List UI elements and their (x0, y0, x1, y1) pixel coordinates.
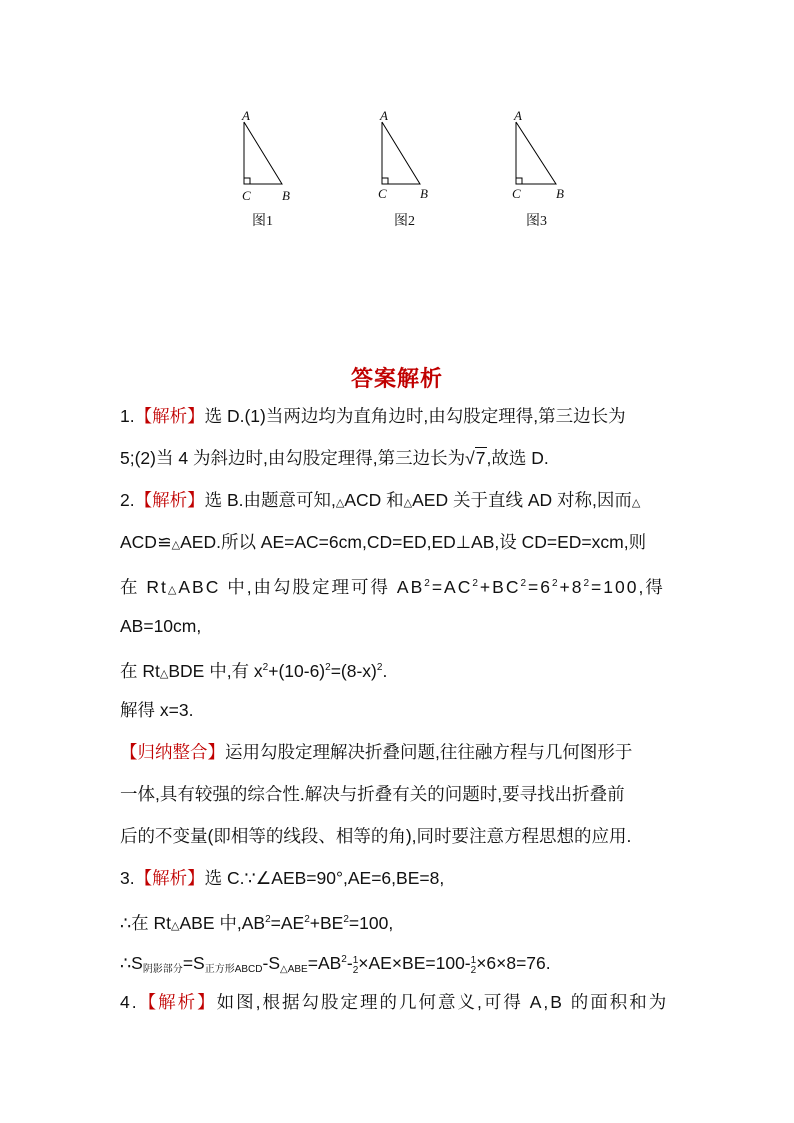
figure-caption: 图3 (526, 214, 547, 229)
q2-text: =(8-x) (330, 661, 377, 681)
q2-text: 在 Rt (120, 577, 168, 597)
question-number: 2. (120, 490, 135, 510)
vertex-a-label: A (514, 108, 522, 123)
figure-1 (230, 104, 310, 234)
q2-text: +(10-6) (268, 661, 326, 681)
q4-text: 如图,根据勾股定理的几何意义,可得 A,B 的面积和为 (216, 992, 669, 1012)
vertex-b-label: B (556, 186, 564, 201)
q2-text: AED 关于直线 AD 对称,因而 (412, 490, 632, 510)
summary-line-2: 一体,具有较强的综合性.解决与折叠有关的问题时,要寻找出折叠前 (120, 784, 625, 804)
superscript: 2 (265, 914, 271, 925)
q2-line-3 (120, 572, 680, 602)
q2-text: 在 Rt (120, 661, 160, 681)
analysis-tag: 【解析】 (134, 490, 205, 510)
q2-text: ABC 中,由勾股定理可得 AB (178, 577, 425, 597)
q3-line-1 (120, 866, 680, 890)
question-number: 4. (120, 992, 139, 1012)
superscript: 2 (520, 578, 529, 589)
q1-text: 5;(2)当 4 为斜边时,由勾股定理得,第三边长为 (120, 448, 466, 468)
triangle-symbol: △ (403, 497, 413, 509)
triangle-symbol: △ (335, 497, 345, 509)
q3-text: =AE (270, 913, 305, 933)
summary-text: 运用勾股定理解决折叠问题,往往融方程与几何图形于 (225, 742, 633, 762)
vertex-c-label: C (512, 186, 521, 201)
vertex-c-label: C (242, 188, 251, 203)
q1-text: 选 D.(1)当两边均为直角边时,由勾股定理得,第三边长为 (204, 406, 626, 426)
superscript: 2 (325, 662, 331, 673)
q2-text: ACD≌ (120, 532, 172, 552)
q2-text: =AC (431, 577, 473, 597)
q4-line-1 (120, 990, 680, 1014)
q3-text: ×6×8=76. (476, 953, 551, 973)
q2-text: AED.所以 AE=AC=6cm,CD=ED,ED⊥AB,设 CD=ED=xcm,则 (180, 532, 647, 552)
figure-caption: 图2 (394, 214, 415, 229)
q1-line-2 (120, 446, 680, 470)
fraction-numerator: 1 (470, 955, 477, 966)
q3-text: 选 C.∵∠AEB=90°,AE=6,BE=8, (204, 868, 445, 888)
q3-text: ∴S (120, 953, 143, 973)
triangle-symbol: △ (171, 920, 180, 932)
q2-text: ACD 和 (344, 490, 404, 510)
radicand: 7 (475, 448, 486, 468)
q3-text: =AB (307, 953, 342, 973)
question-number: 1. (120, 406, 135, 426)
subscript: 正方形ABCD (204, 964, 263, 975)
q3-line-3 (120, 948, 680, 982)
q3-text: - (346, 953, 353, 973)
q3-line-2 (120, 908, 680, 938)
vertex-a-label: A (380, 108, 388, 123)
q2-text: =6 (528, 577, 552, 597)
vertex-b-label: B (420, 186, 428, 201)
analysis-tag: 【解析】 (134, 868, 205, 888)
superscript: 2 (304, 914, 310, 925)
fraction-denominator: 2 (352, 965, 359, 976)
superscript: 2 (583, 578, 592, 589)
subscript: 阴影部分 (142, 964, 183, 975)
q2-line-6: 解得 x=3. (120, 700, 194, 720)
analysis-tag: 【解析】 (138, 992, 217, 1012)
figure-row (230, 104, 590, 234)
triangle-symbol: △ (159, 668, 169, 680)
q3-text: ABE 中,AB (179, 913, 266, 933)
q2-text: BDE 中,有 x (168, 661, 263, 681)
q3-text: ×AE×BE=100- (358, 953, 471, 973)
q1-line-1 (120, 404, 680, 428)
q3-text: =100, (348, 913, 394, 933)
triangle-symbol: △ (631, 497, 641, 509)
question-number: 3. (120, 868, 135, 888)
figure-2 (370, 104, 450, 234)
summary-line-3: 后的不变量(即相等的线段、相等的角),同时要注意方程思想的应用. (120, 826, 632, 846)
section-title: 答案解析 (350, 366, 443, 391)
q1-text: ,故选 D. (486, 448, 549, 468)
triangle-symbol: △ (171, 539, 181, 551)
figure-3 (500, 104, 580, 234)
q2-text: . (382, 661, 388, 681)
q3-text: ∴在 Rt (120, 913, 171, 933)
q2-line-4: AB=10cm, (120, 616, 202, 636)
superscript: 2 (551, 578, 560, 589)
q2-line-1 (120, 488, 680, 515)
superscript: 2 (341, 954, 347, 965)
q3-text: +BE (309, 913, 344, 933)
vertex-b-label: B (282, 188, 290, 203)
summary-tag: 【归纳整合】 (120, 742, 225, 762)
analysis-tag: 【解析】 (134, 406, 205, 426)
summary-line-1 (120, 740, 680, 764)
q2-text: +8 (559, 577, 584, 597)
triangle-symbol: △ (167, 584, 179, 596)
subscript: △ABE (280, 964, 308, 975)
q2-text: 选 B.由题意可知, (204, 490, 336, 510)
fraction-denominator: 2 (470, 965, 477, 976)
superscript: 2 (472, 578, 480, 589)
q2-line-2 (120, 530, 680, 557)
vertex-a-label: A (242, 108, 250, 123)
fraction-numerator: 1 (352, 955, 359, 966)
q2-text: +BC (479, 577, 521, 597)
vertex-c-label: C (378, 186, 387, 201)
q3-text: =S (182, 953, 205, 973)
superscript: 2 (262, 662, 269, 673)
superscript: 2 (424, 578, 432, 589)
q2-line-5 (120, 656, 680, 686)
figure-caption: 图1 (252, 214, 273, 229)
q3-text: -S (262, 953, 281, 973)
superscript: 2 (376, 662, 383, 673)
q2-text: =100,得 (591, 577, 665, 597)
superscript: 2 (343, 914, 349, 925)
square-root: √7 (465, 448, 486, 468)
